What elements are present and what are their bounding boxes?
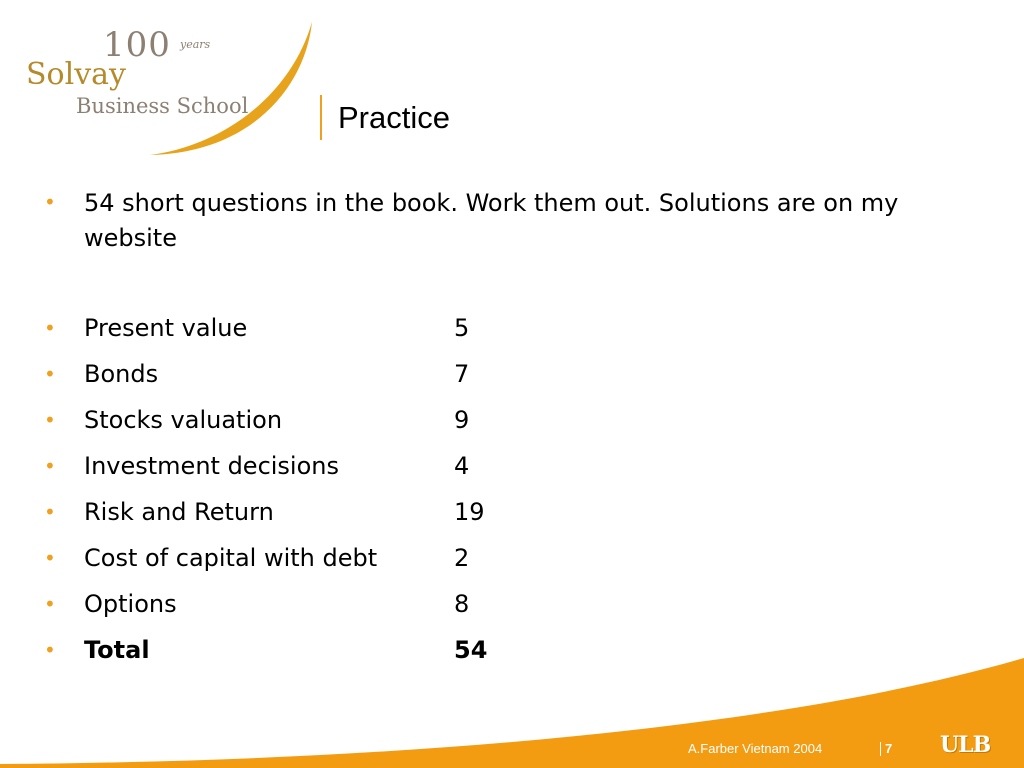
topic-label: Cost of capital with debt xyxy=(84,544,378,572)
bullet-icon: • xyxy=(44,190,56,214)
logo-solvay: Solvay xyxy=(26,57,126,92)
bullet-icon: • xyxy=(44,316,56,340)
slide-title: Practice xyxy=(338,100,450,135)
topic-count: 7 xyxy=(454,360,470,388)
footer-author: A.Farber Vietnam 2004 xyxy=(688,741,823,756)
bullet-intro xyxy=(40,186,980,312)
topic-row xyxy=(40,588,980,634)
topic-count: 9 xyxy=(454,406,470,434)
topic-row xyxy=(40,496,980,542)
page-number: 7 xyxy=(885,741,893,756)
topic-count: 5 xyxy=(454,314,470,342)
topic-row xyxy=(40,450,980,496)
topic-count: 2 xyxy=(454,544,470,572)
title-divider xyxy=(320,95,322,140)
logo-business-school: Business School xyxy=(76,94,249,118)
bullet-icon: • xyxy=(44,454,56,478)
logo-years: years xyxy=(180,38,211,51)
logo-100: 100 xyxy=(103,25,171,65)
topic-label: Investment decisions xyxy=(84,452,339,480)
bullet-icon: • xyxy=(44,546,56,570)
slide-content xyxy=(40,186,980,680)
ulb-logo: ULB xyxy=(940,732,991,758)
topic-label: Bonds xyxy=(84,360,159,388)
topic-row xyxy=(40,542,980,588)
topic-label: Present value xyxy=(84,314,248,342)
intro-text: 54 short questions in the book. Work them out. Solutions are on my website xyxy=(84,189,899,252)
topic-count: 4 xyxy=(454,452,470,480)
footer-wave xyxy=(0,640,1024,768)
topic-label: Stocks valuation xyxy=(84,406,283,434)
bullet-icon: • xyxy=(44,500,56,524)
topic-label: Risk and Return xyxy=(84,498,274,526)
footer-divider xyxy=(880,742,881,756)
bullet-icon: • xyxy=(44,362,56,386)
total-label: Total xyxy=(84,636,150,664)
solvay-logo xyxy=(20,18,320,163)
bullet-icon: • xyxy=(44,408,56,432)
topic-count: 8 xyxy=(454,590,470,618)
total-count: 54 xyxy=(454,636,488,664)
topic-count: 19 xyxy=(454,498,485,526)
topic-row xyxy=(40,358,980,404)
bullet-icon: • xyxy=(44,638,56,662)
topic-row xyxy=(40,404,980,450)
topic-label: Options xyxy=(84,590,177,618)
bullet-icon: • xyxy=(44,592,56,616)
topic-row xyxy=(40,312,980,358)
